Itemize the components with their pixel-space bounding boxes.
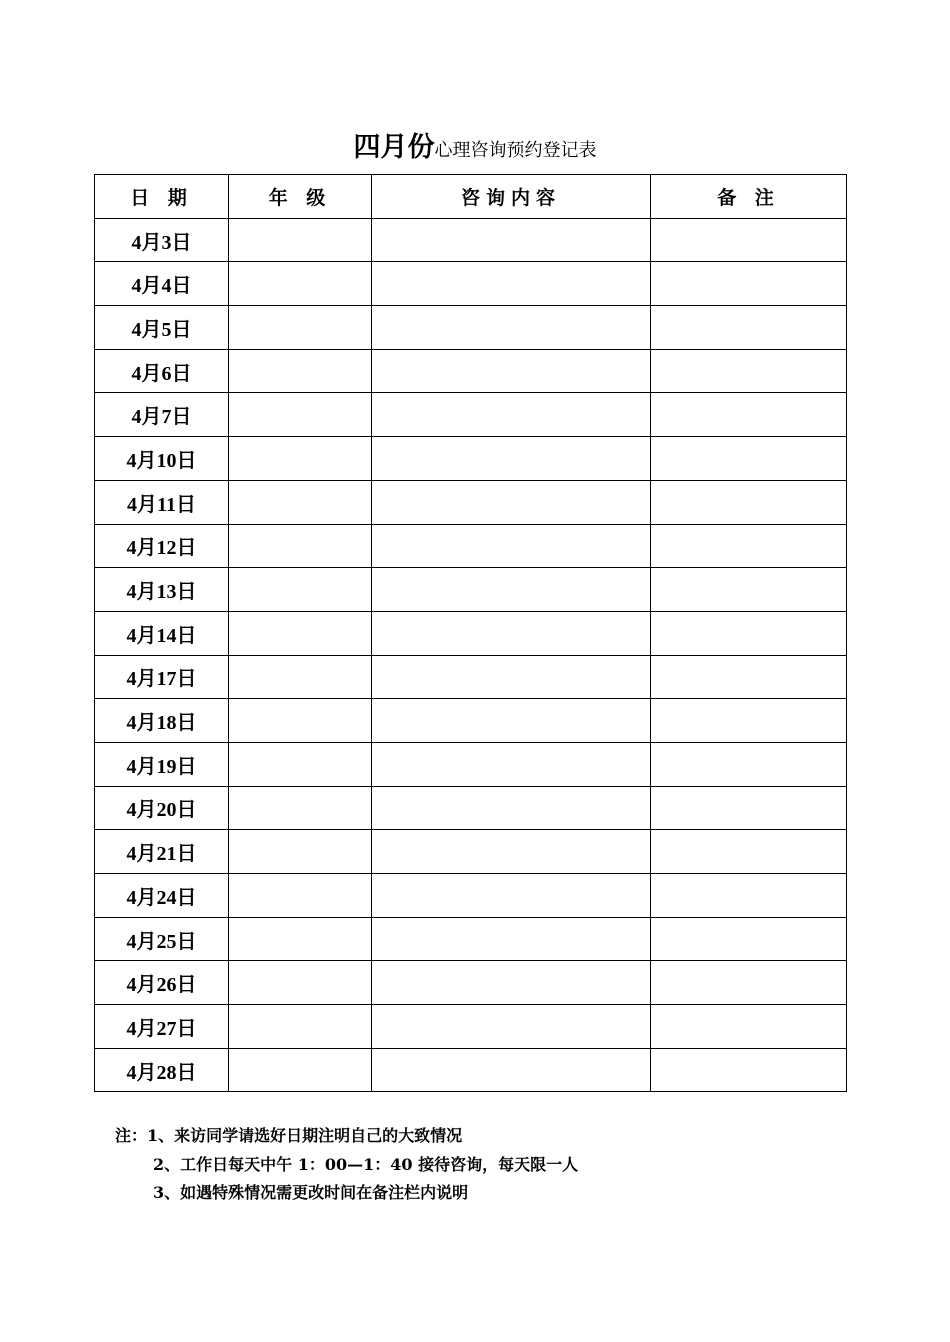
remarks-cell[interactable] [651,1005,847,1049]
remarks-cell[interactable] [651,786,847,830]
table-row [95,1048,847,1092]
date-cell: 4月5日 [95,306,229,350]
content-cell[interactable] [372,742,651,786]
note-line-1: 注：1、来访同学请选好日期注明自己的大致情况 [115,1126,463,1145]
remarks-cell[interactable] [651,393,847,437]
content-cell[interactable] [372,961,651,1005]
table-row [95,568,847,612]
table-row [95,262,847,306]
table-row [95,480,847,524]
remarks-cell[interactable] [651,874,847,918]
date-cell: 4月10日 [95,437,229,481]
grade-cell[interactable] [229,830,372,874]
page-title [0,128,950,171]
table-row [95,961,847,1005]
remarks-cell[interactable] [651,480,847,524]
content-cell[interactable] [372,524,651,568]
grade-cell[interactable] [229,437,372,481]
content-cell[interactable] [372,262,651,306]
table-header-row [95,175,847,219]
date-cell: 4月4日 [95,262,229,306]
content-cell[interactable] [372,393,651,437]
note-line-3: 3、如遇特殊情况需更改时间在备注栏内说明 [153,1183,469,1202]
date-cell: 4月3日 [95,218,229,262]
grade-cell[interactable] [229,917,372,961]
content-cell[interactable] [372,218,651,262]
remarks-cell[interactable] [651,961,847,1005]
table-row [95,655,847,699]
note-line-2: 2、工作日每天中午 1：00—1：40 接待咨询，每天限一人 [153,1154,579,1174]
date-cell: 4月14日 [95,611,229,655]
content-cell[interactable] [372,655,651,699]
date-cell: 4月27日 [95,1005,229,1049]
table-row [95,917,847,961]
remarks-cell[interactable] [651,524,847,568]
grade-cell[interactable] [229,568,372,612]
grade-cell[interactable] [229,480,372,524]
date-cell: 4月7日 [95,393,229,437]
date-cell: 4月28日 [95,1048,229,1092]
grade-cell[interactable] [229,1005,372,1049]
remarks-cell[interactable] [651,262,847,306]
table-row [95,699,847,743]
header-grade: 年 级 [229,175,372,219]
title-text: 心理咨询预约登记表 [434,140,597,161]
date-cell: 4月26日 [95,961,229,1005]
header-date: 日 期 [95,175,229,219]
grade-cell[interactable] [229,699,372,743]
content-cell[interactable] [372,480,651,524]
grade-cell[interactable] [229,1048,372,1092]
remarks-cell[interactable] [651,568,847,612]
date-cell: 4月11日 [95,480,229,524]
table-row [95,393,847,437]
table-row [95,874,847,918]
table-body [95,218,847,1092]
remarks-cell[interactable] [651,437,847,481]
table-row [95,349,847,393]
content-cell[interactable] [372,874,651,918]
content-cell[interactable] [372,611,651,655]
notes [115,1122,578,1208]
grade-cell[interactable] [229,611,372,655]
date-cell: 4月13日 [95,568,229,612]
header-content: 咨询内容 [372,175,651,219]
date-cell: 4月18日 [95,699,229,743]
table-row [95,218,847,262]
table-row [95,830,847,874]
date-cell: 4月6日 [95,349,229,393]
remarks-cell[interactable] [651,917,847,961]
content-cell[interactable] [372,437,651,481]
grade-cell[interactable] [229,742,372,786]
date-cell: 4月17日 [95,655,229,699]
grade-cell[interactable] [229,874,372,918]
grade-cell[interactable] [229,349,372,393]
table-row [95,1005,847,1049]
content-cell[interactable] [372,917,651,961]
remarks-cell[interactable] [651,830,847,874]
content-cell[interactable] [372,349,651,393]
content-cell[interactable] [372,568,651,612]
table-row [95,742,847,786]
grade-cell[interactable] [229,961,372,1005]
date-cell: 4月24日 [95,874,229,918]
grade-cell[interactable] [229,786,372,830]
remarks-cell[interactable] [651,699,847,743]
table-row [95,786,847,830]
table-row [95,524,847,568]
remarks-cell[interactable] [651,1048,847,1092]
content-cell[interactable] [372,699,651,743]
grade-cell[interactable] [229,218,372,262]
grade-cell[interactable] [229,306,372,350]
remarks-cell[interactable] [651,742,847,786]
content-cell[interactable] [372,306,651,350]
remarks-cell[interactable] [651,218,847,262]
content-cell[interactable] [372,830,651,874]
date-cell: 4月19日 [95,742,229,786]
grade-cell[interactable] [229,655,372,699]
content-cell[interactable] [372,1048,651,1092]
remarks-cell[interactable] [651,611,847,655]
grade-cell[interactable] [229,524,372,568]
date-cell: 4月21日 [95,830,229,874]
title-month: 四月份 [353,132,435,163]
remarks-cell[interactable] [651,655,847,699]
date-cell: 4月25日 [95,917,229,961]
table-row [95,437,847,481]
remarks-cell[interactable] [651,306,847,350]
remarks-cell[interactable] [651,349,847,393]
grade-cell[interactable] [229,262,372,306]
grade-cell[interactable] [229,393,372,437]
registration-table [94,174,847,1092]
table-row [95,306,847,350]
content-cell[interactable] [372,1005,651,1049]
header-remarks: 备 注 [651,175,847,219]
date-cell: 4月20日 [95,786,229,830]
date-cell: 4月12日 [95,524,229,568]
content-cell[interactable] [372,786,651,830]
table-row [95,611,847,655]
